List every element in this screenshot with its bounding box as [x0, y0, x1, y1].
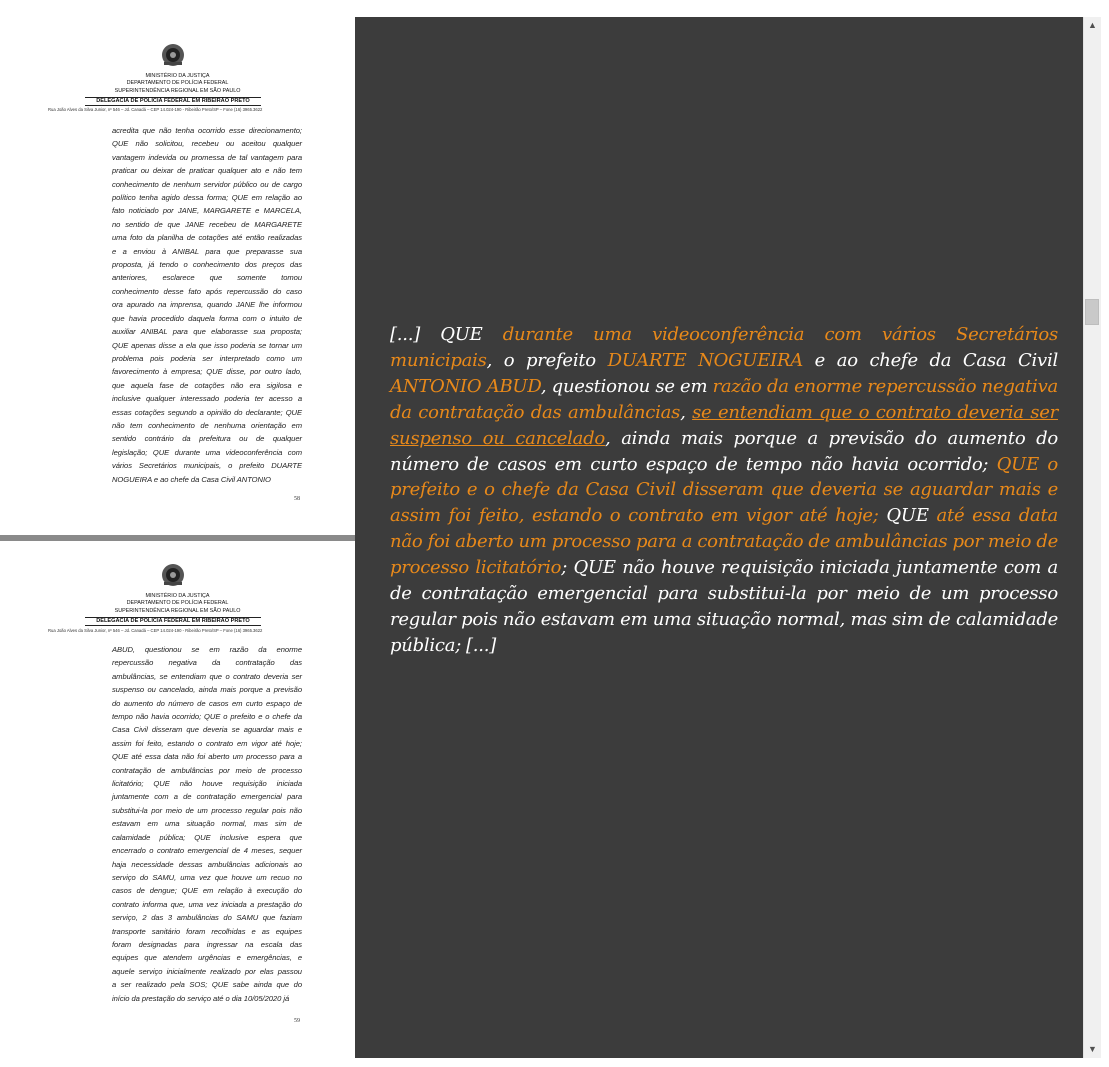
page-text-line: e a enviou à ANIBAL para que preparasse sua — [112, 246, 302, 256]
coat-of-arms-icon — [160, 562, 186, 588]
page-text-line: praticar ou deixar de praticar qualquer ato e não tem — [112, 166, 302, 176]
page-number: 59 — [294, 1018, 300, 1024]
page-text-line: tempo não havia ocorrido; QUE o prefeito e o chefe da — [112, 712, 302, 722]
page-text-line: QUE até essa data não foi aberto um processo para a — [112, 752, 302, 762]
quote-highlight: durante uma videoconferência com vários Secretários municipais — [390, 324, 1058, 371]
document-page-1 — [0, 30, 355, 535]
header-ministry: MINISTÉRIO DA JUSTIÇA — [145, 73, 210, 79]
page-text-line: contrato informa que, uma vez iniciada a prestação do — [112, 899, 302, 909]
header-superintendence: SUPERINTENDÊNCIA REGIONAL EM SÃO PAULO — [114, 88, 241, 94]
page-text-line: não tem conhecimento de nenhuma orientação em — [112, 420, 302, 430]
quote-segment: , ainda mais porque a previsão do aumento do número de casos em curto espaço de tempo não havia ocorrido; — [390, 427, 1058, 475]
header-address: Rua João Alves da Silva Junior, nº 546 – Jd. Canadá – CEP 14.024-190 - Ribeirão Preto/SP – Fone (16) 3965.3622 — [48, 107, 263, 112]
page-text-line: aquele serviço inicialmente realizado por elas passou — [112, 966, 302, 976]
page-text-line: anteriores, esclarece que somente tomou — [112, 273, 302, 283]
page-text-line: acredita que não tenha ocorrido esse direcionamento; — [112, 126, 302, 135]
page-text-line: conhecimento de nenhum servidor público ou de cargo — [112, 179, 302, 189]
page-text-line: casos de dengue; QUE em relação à execução do — [112, 886, 302, 896]
quote-highlight: se entendiam que o contrato deveria ser suspenso ou cancelado — [390, 401, 1058, 449]
page-text-line: sentido contrário da prefeitura ou de qualquer — [112, 434, 302, 444]
page-text-line: Casa Civil disseram que deveria se aguardar mais e — [112, 725, 302, 735]
page-text-line: serviço do SAMU, uma vez que houve um recuo no — [112, 872, 302, 882]
page-number: 58 — [294, 496, 300, 502]
vertical-scrollbar[interactable] — [1083, 17, 1101, 1058]
page-text-line: licitatório; QUE não houve requisição iniciada — [112, 779, 302, 789]
page-text-line: problema pois poderia ser interpretado como um — [112, 353, 302, 363]
page-text-line: a ser realizado pela SOS; QUE sabe ainda que do — [112, 980, 302, 990]
page-text-line: proposta, já tendo o conhecimento dos preços das — [112, 260, 302, 270]
header-superintendence: SUPERINTENDÊNCIA REGIONAL EM SÃO PAULO — [114, 608, 241, 614]
quote-panel — [355, 17, 1083, 1058]
page-text-line: assim foi feito, estando o contrato em vigor até hoje; — [112, 738, 302, 748]
quote-segment: [...] QUE — [390, 324, 503, 345]
page-text-line: vários Secretários municipais, o prefeito DUARTE — [112, 461, 302, 471]
page-body-text — [112, 643, 302, 1005]
page-text-line: contratação de ambulâncias por meio de processo — [112, 765, 302, 775]
header-delegacia: DELEGACIA DE POLÍCIA FEDERAL EM RIBEIRÃO PRETO — [85, 97, 261, 106]
document-page-2 — [0, 548, 355, 1033]
page-text-line: auxiliar ANIBAL para que elaborasse sua proposta; — [112, 327, 302, 337]
page-text-line: favorecimento à empresa; QUE disse, por outro lado, — [112, 367, 302, 377]
quote-highlight: DUARTE NOGUEIRA — [607, 349, 804, 371]
quote-highlight: até essa data não foi aberto um processo para a contratação de ambulâncias por meio de processo licitatório — [390, 505, 1058, 579]
scroll-up-arrow-icon[interactable]: ▲ — [1088, 20, 1097, 30]
page-text-line: juntamente com a de contratação emergencial para — [112, 792, 302, 802]
page-text-line: que aquela fase de cotações não era sigilosa e — [112, 380, 302, 390]
quote-highlight: razão da enorme repercussão negativa da contratação das ambulâncias — [390, 375, 1059, 423]
quote-segment: ; QUE não houve requisição iniciada juntamente com a de contratação emergencial para substitui-la por meio de um processo regular pois não estavam em uma situação normal, mas sim de calamidade pública; [...] — [390, 557, 1058, 656]
highlighted-quote — [390, 322, 1058, 659]
scroll-down-arrow-icon[interactable]: ▼ — [1088, 1044, 1097, 1054]
page-text-line: início da prestação do serviço até o dia 10/05/2020 já — [112, 993, 290, 1003]
page-text-line: foram designadas para ingressar na escala das — [112, 939, 302, 949]
page-text-line: serviço, 2 das 3 ambulâncias do SAMU que faziam — [112, 913, 302, 923]
page-text-line: repercussão negativa da contratação das — [112, 658, 302, 668]
page-text-line: substitui-la por meio de um processo regular pois não — [112, 805, 302, 815]
quote-highlight: ANTONIO ABUD — [390, 375, 541, 397]
coat-of-arms-icon — [160, 42, 186, 68]
page-text-line: essas cotações segundo a opinião do declarante; QUE — [112, 407, 302, 417]
page-text-line: que havia procedido daquela forma com o intuito de — [112, 313, 302, 323]
quote-segment: e ao chefe da Casa Civil — [803, 349, 1058, 371]
page-text-line: ora apurado na imprensa, quando JANE lhe informou — [112, 300, 302, 310]
quote-highlight: QUE o prefeito e o chefe da Casa Civil disseram que deveria se aguardar mais e assim foi feito, estando o contrato em vigor até hoje; — [390, 453, 1058, 527]
page-text-line: vantagem indevida ou promessa de tal vantagem para — [112, 152, 302, 162]
page-text-line: conhecimento desse fato após repercussão do caso — [112, 286, 302, 296]
page-text-line: QUE apenas disse a ela que isso poderia se tornar um — [112, 340, 302, 350]
page-text-line: ABUD, questionou se em razão da enorme — [112, 645, 302, 654]
page-text-line: ambulâncias, se entendiam que o contrato deveria ser — [112, 671, 302, 681]
page-text-line: equipes que atendem urgências e emergências, e — [112, 953, 302, 963]
page-text-line: haja necessidade dessas ambulâncias adicionais ao — [112, 859, 302, 869]
page-text-line: fato noticiado por JANE, MARGARETE e MARCELA, — [112, 206, 302, 216]
quote-segment: , questionou se em — [540, 375, 713, 397]
page-text-line: suspenso ou cancelado, ainda mais porque a previsão — [112, 685, 302, 695]
header-address: Rua João Alves da Silva Junior, nº 546 – Jd. Canadá – CEP 14.024-190 - Ribeirão Preto/SP – Fone (16) 3965.3622 — [48, 628, 263, 633]
page-text-line: NOGUEIRA e ao chefe da Casa Civil ANTONIO — [112, 474, 271, 484]
header-department: DEPARTAMENTO DE POLÍCIA FEDERAL — [126, 80, 229, 86]
header-delegacia: DELEGACIA DE POLÍCIA FEDERAL EM RIBEIRÃO PRETO — [85, 617, 261, 626]
header-ministry: MINISTÉRIO DA JUSTIÇA — [145, 593, 210, 599]
page-text-line: transporte sanitário foram recolhidas e as equipes — [112, 926, 302, 936]
quote-segment: , o prefeito — [486, 349, 608, 371]
page-text-line: legislação; QUE durante uma videoconferência com — [112, 447, 302, 457]
scroll-thumb[interactable] — [1085, 299, 1099, 325]
page-text-line: político tenha agido dessa forma; QUE em relação ao — [112, 193, 302, 203]
quote-segment: , — [680, 401, 693, 423]
page-body-text — [112, 124, 302, 486]
page-text-line: estavam em uma situação normal, mas sim de — [112, 819, 302, 829]
page-divider — [0, 535, 355, 541]
page-text-line: do aumento do número de casos em curto espaço de — [112, 698, 302, 708]
quote-segment: QUE — [878, 505, 937, 527]
header-department: DEPARTAMENTO DE POLÍCIA FEDERAL — [126, 600, 229, 606]
page-text-line: calamidade pública; QUE inclusive espera que — [112, 832, 302, 842]
page-text-line: uma foto da planilha de cotações até então realizadas — [112, 233, 302, 243]
page-text-line: inclusive qualquer interessado poderia ter acesso a — [112, 394, 302, 404]
page-text-line: no sentido de que JANE recebeu de MARGARETE — [112, 219, 302, 229]
page-text-line: QUE não solicitou, recebeu ou aceitou qualquer — [112, 139, 302, 149]
page-text-line: encerrado o contrato emergencial de 4 meses, sequer — [112, 846, 302, 856]
